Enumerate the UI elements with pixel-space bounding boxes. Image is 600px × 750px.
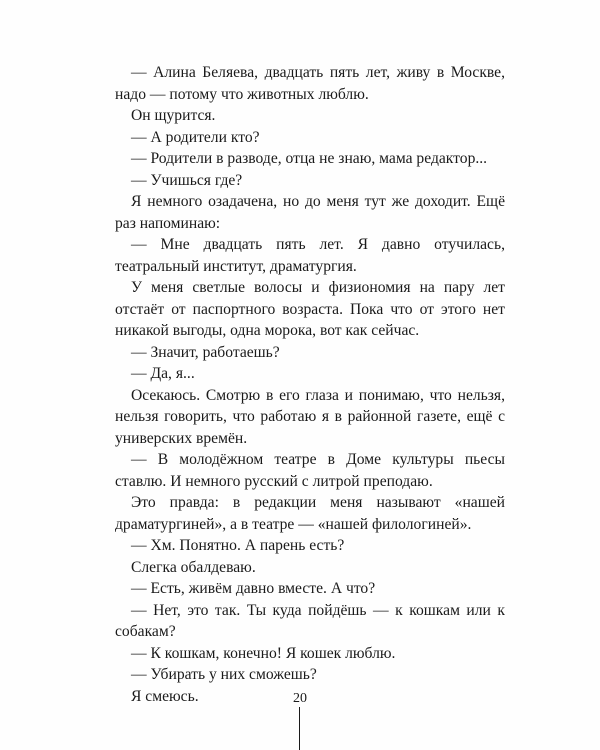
paragraph-9: — Значит, работаешь? <box>131 343 280 361</box>
paragraph-4: — Родители в разводе, отца не знаю, мама редактор... <box>131 150 488 167</box>
paragraph-19: — Убирать у них сможешь? <box>131 666 317 683</box>
paragraph-3: — А родители кто? <box>131 128 260 146</box>
paragraph-6: Я немного озадачена, но до меня тут же доходит. Ещё раз напоминаю: <box>115 193 505 232</box>
paragraph-10: — Да, я... <box>131 365 195 382</box>
paragraph-12: — В молодёжном театре в Доме культуры пьесы ставлю. И немного русский с литрой преподаю. <box>115 451 505 490</box>
paragraph-5: — Учишься где? <box>131 171 243 189</box>
page-number-rule <box>299 707 300 750</box>
paragraph-1: — Алина Беляева, двадцать пять лет, живу в Москве, надо — потому что животных люблю. <box>115 64 505 103</box>
page-number: 20 <box>293 691 307 706</box>
paragraph-13: Это правда: в редакции меня называют «нашей драматургиней», а в театре — «нашей филологиней». <box>115 494 505 533</box>
paragraph-11: Осекаюсь. Смотрю в его глаза и понимаю, что нельзя, нельзя говорить, что работаю я в районной газете, ещё с универских времён. <box>115 386 505 447</box>
paragraph-15: Слегка обалдеваю. <box>131 558 256 576</box>
paragraph-14: — Хм. Понятно. А парень есть? <box>131 537 345 554</box>
paragraph-17: — Нет, это так. Ты куда пойдёшь — к кошкам или к собакам? <box>115 601 505 640</box>
paragraph-18: — К кошкам, конечно! Я кошек люблю. <box>131 644 396 662</box>
paragraph-16: — Есть, живём давно вместе. А что? <box>131 580 376 597</box>
paragraph-8: У меня светлые волосы и физиономия на пару лет отстаёт от паспортного возраста. Пока что от этого нет никакой выгоды, одна морока, вот как сейчас. <box>115 279 505 339</box>
body-text <box>115 62 505 707</box>
paragraph-7: — Мне двадцать пять лет. Я давно отучилась, театральный институт, драматургия. <box>115 236 505 275</box>
paragraph-2: Он щурится. <box>131 107 216 124</box>
paragraph-20: Я смеюсь. <box>131 687 199 705</box>
